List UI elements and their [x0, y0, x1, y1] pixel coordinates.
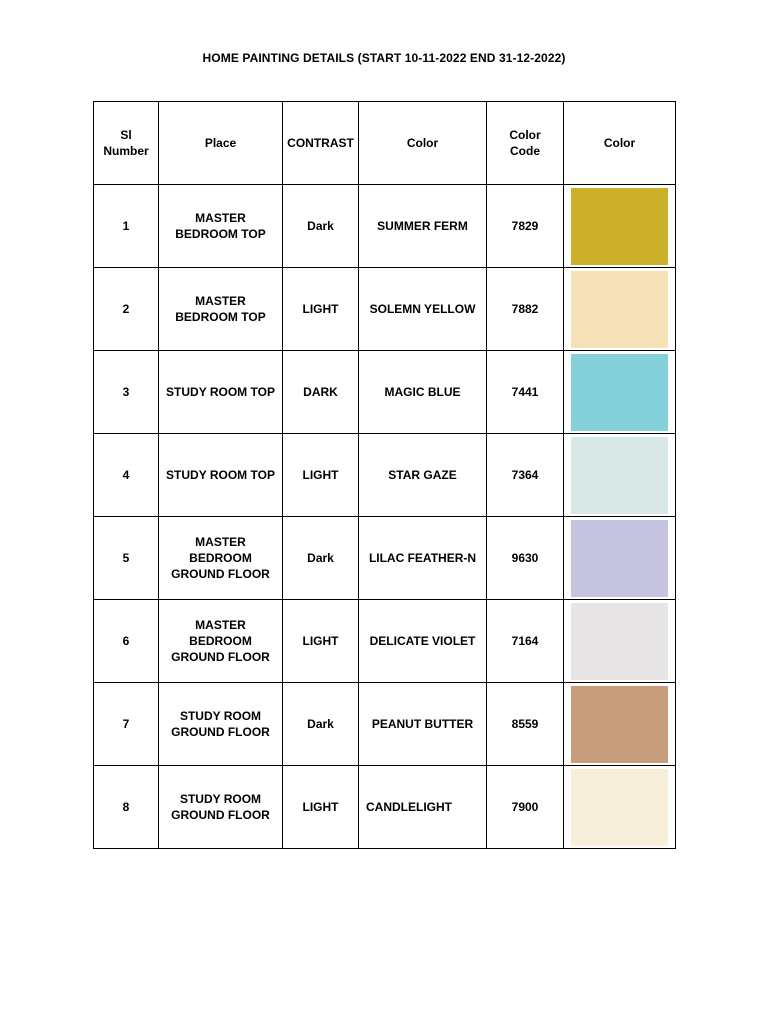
place-cell [159, 766, 283, 849]
color-code-cell: 7882 [487, 268, 564, 351]
swatch-cell [564, 600, 676, 683]
color-name-cell: DELICATE VIOLET [359, 600, 487, 683]
table-body [94, 185, 676, 849]
place-text: STUDY ROOM TOP [166, 468, 275, 482]
header-place: Place [159, 102, 283, 185]
color-code-cell: 8559 [487, 683, 564, 766]
header-color-code: Color Code [487, 102, 564, 185]
sl-number-cell: 2 [94, 268, 159, 351]
contrast-cell: LIGHT [283, 600, 359, 683]
color-name-cell: PEANUT BUTTER [359, 683, 487, 766]
table-row [94, 434, 676, 517]
place-cell [159, 185, 283, 268]
sl-number-cell: 1 [94, 185, 159, 268]
color-code-cell: 7900 [487, 766, 564, 849]
table-row [94, 351, 676, 434]
color-swatch [571, 188, 668, 265]
swatch-cell [564, 185, 676, 268]
place-text: MASTER BEDROOM GROUND FLOOR [171, 618, 270, 664]
color-name-cell: MAGIC BLUE [359, 351, 487, 434]
place-cell [159, 434, 283, 517]
table-row [94, 600, 676, 683]
color-swatch [571, 354, 668, 431]
contrast-cell: LIGHT [283, 268, 359, 351]
swatch-cell [564, 766, 676, 849]
contrast-cell: LIGHT [283, 766, 359, 849]
place-text: MASTER BEDROOM TOP [175, 211, 266, 241]
place-cell [159, 600, 283, 683]
sl-number-cell: 5 [94, 517, 159, 600]
place-text: STUDY ROOM GROUND FLOOR [171, 709, 270, 739]
color-code-cell: 7829 [487, 185, 564, 268]
contrast-cell: Dark [283, 185, 359, 268]
contrast-cell: LIGHT [283, 434, 359, 517]
place-cell [159, 517, 283, 600]
color-name-cell: SUMMER FERM [359, 185, 487, 268]
color-name-cell: CANDLELIGHT [359, 766, 487, 849]
sl-number-cell: 3 [94, 351, 159, 434]
place-cell [159, 268, 283, 351]
swatch-cell [564, 683, 676, 766]
color-swatch [571, 769, 668, 846]
color-code-cell: 7364 [487, 434, 564, 517]
color-name-cell: STAR GAZE [359, 434, 487, 517]
swatch-cell [564, 351, 676, 434]
header-color-swatch: Color [564, 102, 676, 185]
header-color: Color [359, 102, 487, 185]
table-row [94, 185, 676, 268]
table-row [94, 517, 676, 600]
color-swatch [571, 520, 668, 597]
color-swatch [571, 437, 668, 514]
painting-details-table [93, 101, 676, 849]
table-row [94, 683, 676, 766]
place-text: STUDY ROOM TOP [166, 385, 275, 399]
swatch-cell [564, 268, 676, 351]
table-row [94, 268, 676, 351]
contrast-cell: Dark [283, 683, 359, 766]
swatch-cell [564, 434, 676, 517]
contrast-cell: Dark [283, 517, 359, 600]
sl-number-cell: 6 [94, 600, 159, 683]
contrast-cell: DARK [283, 351, 359, 434]
header-sl-number: Sl Number [94, 102, 159, 185]
place-text: MASTER BEDROOM GROUND FLOOR [171, 535, 270, 581]
table-header-row [94, 102, 676, 185]
place-text: MASTER BEDROOM TOP [175, 294, 266, 324]
swatch-cell [564, 517, 676, 600]
color-code-cell: 7441 [487, 351, 564, 434]
color-name-cell: SOLEMN YELLOW [359, 268, 487, 351]
place-cell [159, 351, 283, 434]
place-cell [159, 683, 283, 766]
color-name-cell: LILAC FEATHER-N [359, 517, 487, 600]
place-text: STUDY ROOM GROUND FLOOR [171, 792, 270, 822]
color-code-cell: 9630 [487, 517, 564, 600]
sl-number-cell: 4 [94, 434, 159, 517]
sl-number-cell: 7 [94, 683, 159, 766]
document-title: HOME PAINTING DETAILS (START 10-11-2022 END 31-12-2022) [202, 51, 566, 65]
color-swatch [571, 271, 668, 348]
sl-number-cell: 8 [94, 766, 159, 849]
table-row [94, 766, 676, 849]
color-swatch [571, 686, 668, 763]
color-code-cell: 7164 [487, 600, 564, 683]
color-swatch [571, 603, 668, 680]
header-contrast: CONTRAST [283, 102, 359, 185]
